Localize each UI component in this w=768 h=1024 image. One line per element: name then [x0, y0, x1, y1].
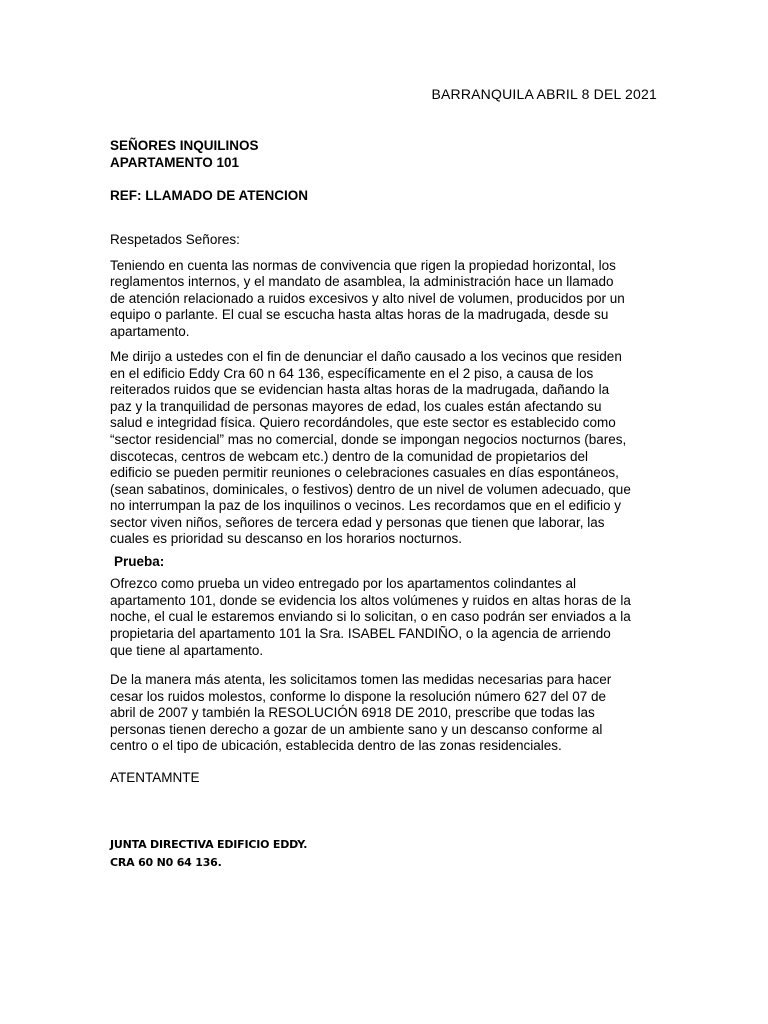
signature-line: CRA 60 N0 64 136. — [110, 856, 222, 869]
evidence-heading: Prueba: — [114, 553, 165, 569]
signature-block — [110, 836, 307, 872]
letter-body — [110, 232, 670, 786]
paragraph: Teniendo en cuenta las normas de convivencia que rigen la propiedad horizontal, los reglamentos internos, y el mandato de asamblea, la administración hace un llamado de atención relacionado a ruidos excesivos y alto nivel de volumen, producidos por un equipo o parlante. El cual se escucha hasta altas horas de la madrugada, desde su apartamento. — [110, 257, 625, 339]
paragraph: Ofrezco como prueba un video entregado por los apartamentos colindantes al apartamento 101, donde se evidencia los altos volúmenes y ruidos en altas horas de la noche, el cual le estaremos enviando si lo solicitan, o en caso podrán ser enviados a la propietaria del apartamento 101 la Sra. ISABEL FANDIÑO, o la agencia de arriendo que tiene al apartamento. — [110, 576, 631, 658]
reference-line: REF: LLAMADO DE ATENCION — [110, 188, 308, 203]
addressee-line: APARTAMENTO 101 — [110, 154, 240, 170]
paragraph: De la manera más atenta, les solicitamos tomen las medidas necesarias para hacer cesar los ruidos molestos, conforme lo dispone la resolución número 627 del 07 de abril de 2007 y también la RESOLUCIÓN 6918 DE 2010, prescribe que todas las personas tienen derecho a gozar de un ambiente sano y un descanso conforme al centro o el tipo de ubicación, establecida dentro de las zonas residenciales. — [110, 672, 612, 754]
closing: ATENTAMNTE — [110, 769, 200, 785]
signature-line: JUNTA DIRECTIVA EDIFICIO EDDY. — [110, 838, 308, 851]
addressee-line: SEÑORES INQUILINOS — [110, 138, 259, 153]
date-line: BARRANQUILA ABRIL 8 DEL 2021 — [431, 86, 657, 102]
addressee-block — [110, 138, 259, 171]
salutation: Respetados Señores: — [110, 232, 240, 247]
paragraph: Me dirijo a ustedes con el fin de denunciar el daño causado a los vecinos que residen en el edificio Eddy Cra 60 n 64 136, específicamente en el 2 piso, a causa de los reiterados ruidos que se evidencian hasta altas horas de la madrugada, dañando la paz y la tranquilidad de personas mayores de edad, los cuales están afectando su salud e integridad física. Quiero recordándoles, que este sector es establecido como “sector residencial” mas no comercial, donde se impongan negocios nocturnos (bares, discotecas, centros de webcam etc.) dentro de la comunidad de propietarios del edificio se pueden permitir reuniones o celebraciones casuales en días espontáneos, (sean sabatinos, dominicales, o festivos) dentro de un nivel de volumen adecuado, que no interrumpan la paz de los inquilinos o vecinos. Les recordamos que en el edificio y sector viven niños, señores de tercera edad y personas que tienen que laborar, las cuales es prioridad su descanso en los horarios nocturnos. — [110, 349, 631, 547]
